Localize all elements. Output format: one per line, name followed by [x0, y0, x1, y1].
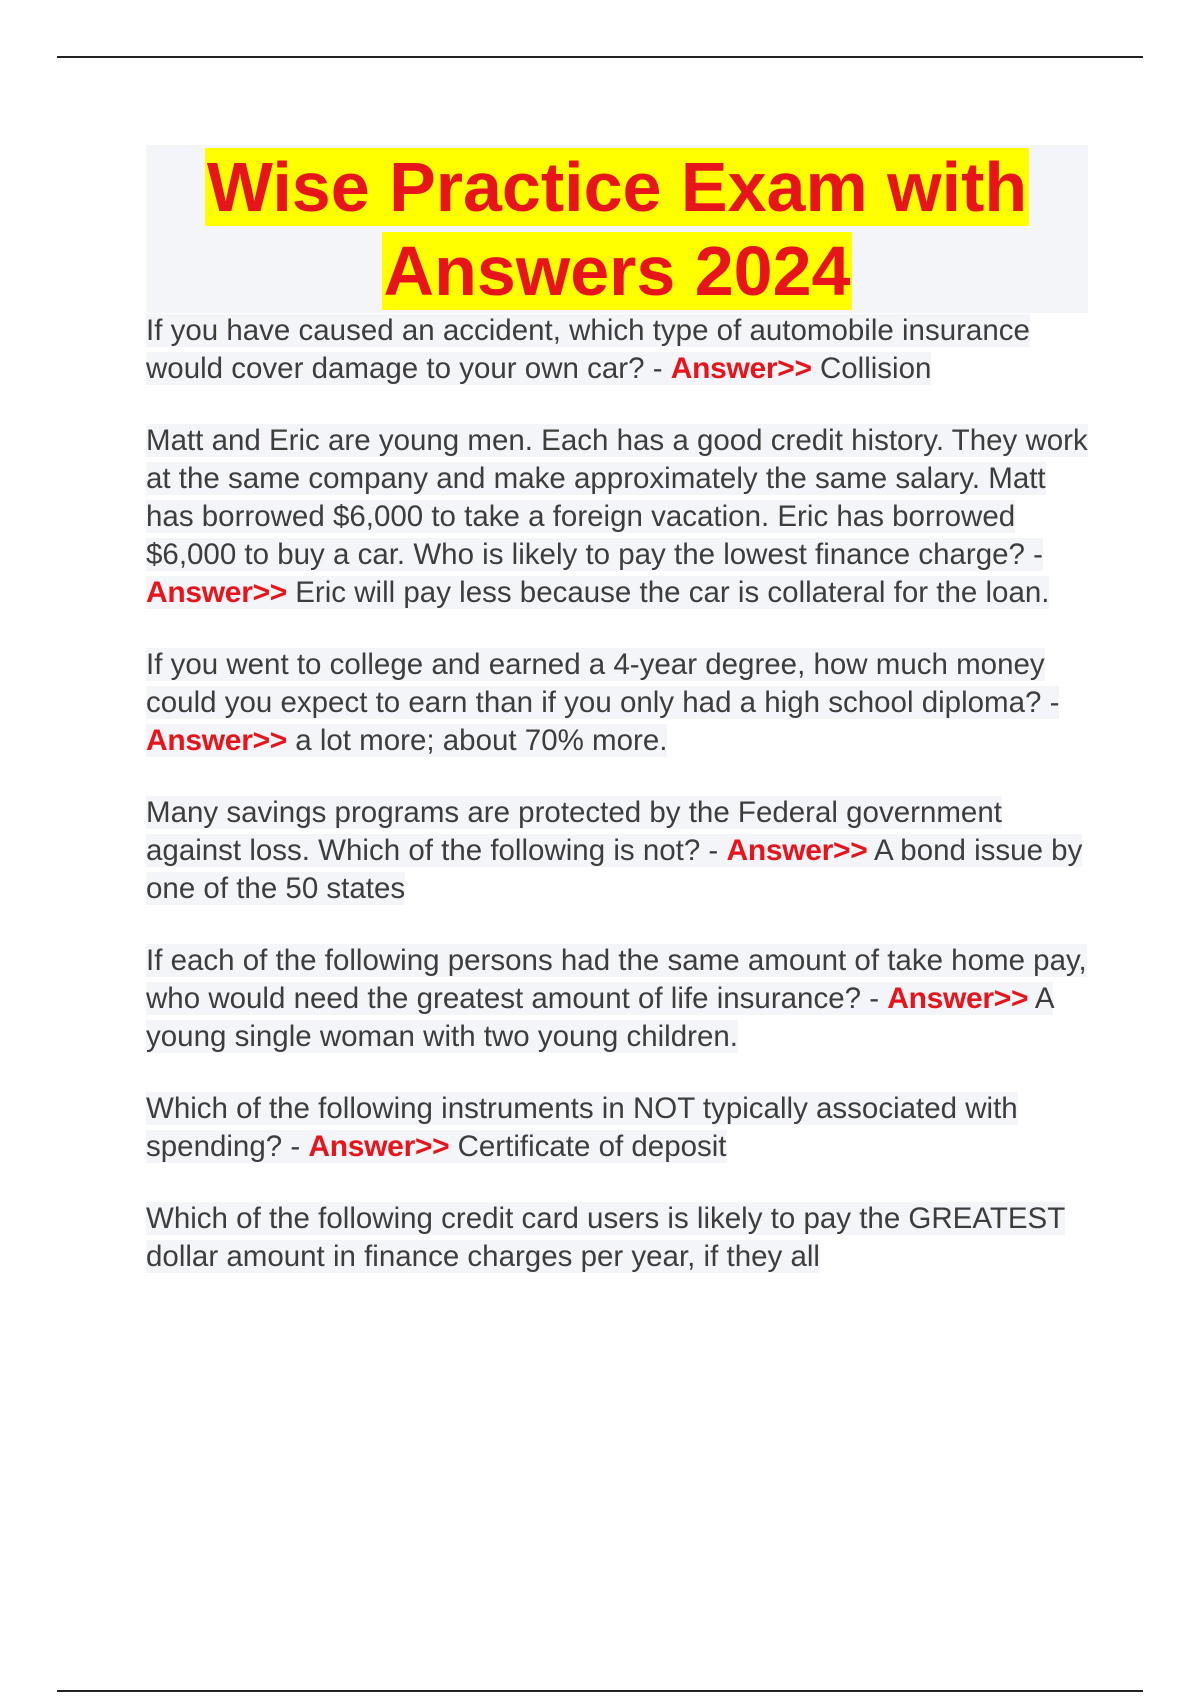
qa-item-1	[146, 312, 1096, 388]
qa-item-6	[146, 1090, 1096, 1166]
answer-label: Answer>>	[146, 724, 288, 757]
top-rule	[57, 56, 1143, 58]
separator: -	[700, 834, 727, 867]
bottom-rule	[57, 1690, 1143, 1692]
answer-label: Answer>>	[146, 576, 288, 609]
question-text: If each of the following persons had the same amount of take home pay, who would need the greatest amount of life insurance?	[146, 944, 1087, 1015]
answer-label: Answer>>	[887, 982, 1029, 1015]
answer-label: Answer>>	[308, 1130, 450, 1163]
answer-text: A bond issue by one of the 50 states	[146, 834, 1083, 905]
separator: -	[644, 352, 671, 385]
answer-text: Certificate of deposit	[457, 1130, 727, 1163]
qa-list	[146, 312, 1096, 1310]
question-text: If you went to college and earned a 4-year degree, how much money could you expect to earn than if you only had a high school diploma?	[146, 648, 1045, 719]
question-text: Which of the following instruments in NOT typically associated with spending?	[146, 1092, 1018, 1163]
answer-text: a lot more; about 70% more.	[295, 724, 668, 757]
separator: -	[861, 982, 888, 1015]
title-block	[146, 145, 1088, 313]
separator: -	[1024, 538, 1043, 571]
separator: -	[1041, 686, 1060, 719]
qa-item-7	[146, 1200, 1096, 1276]
qa-item-5	[146, 942, 1096, 1056]
question-text: Matt and Eric are young men. Each has a good credit history. They work at the same company and make approximately the same salary. Matt has borrowed $6,000 to take a foreign vacation. Eric has borrowed $6,000 to buy a car. Who is likely to pay the lowest finance charge?	[146, 424, 1088, 571]
qa-item-2	[146, 422, 1096, 612]
question-text: Which of the following credit card users is likely to pay the GREATEST dollar amount in finance charges per year, if they all	[146, 1202, 1065, 1273]
answer-text: A young single woman with two young children.	[146, 982, 1053, 1053]
page-title: Wise Practice Exam with Answers 2024	[206, 148, 1028, 310]
answer-label: Answer>>	[726, 834, 868, 867]
qa-item-4	[146, 794, 1096, 908]
answer-text: Collision	[819, 352, 932, 385]
qa-item-3	[146, 646, 1096, 760]
answer-label: Answer>>	[670, 352, 812, 385]
question-text: Many savings programs are protected by the Federal government against loss. Which of the following is not?	[146, 796, 1002, 867]
answer-text: Eric will pay less because the car is collateral for the loan.	[295, 576, 1050, 609]
separator: -	[282, 1130, 309, 1163]
question-text: If you have caused an accident, which type of automobile insurance would cover damage to your own car?	[146, 314, 1030, 385]
